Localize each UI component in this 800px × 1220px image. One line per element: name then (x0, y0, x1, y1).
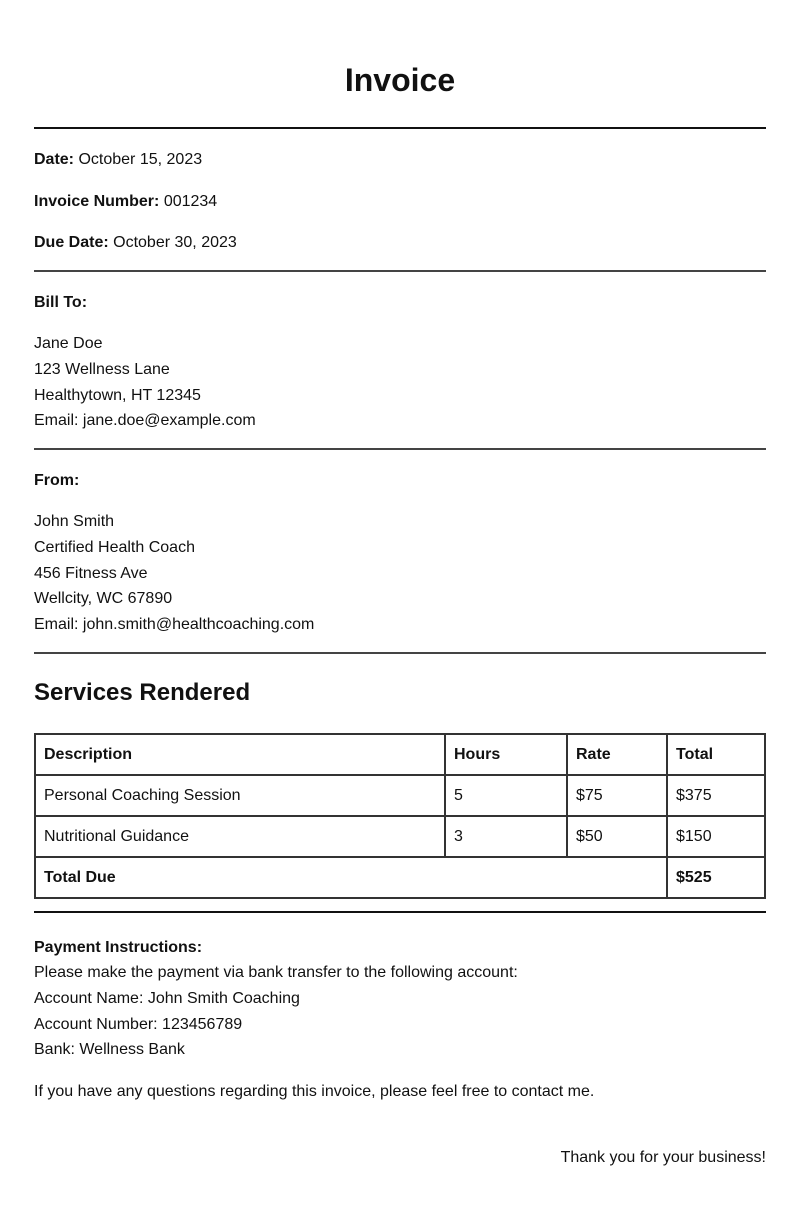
from-name: John Smith (34, 513, 115, 530)
from-heading: From: (34, 472, 80, 489)
divider (34, 448, 766, 450)
services-heading: Services Rendered (34, 679, 251, 706)
bill-to-street: 123 Wellness Lane (34, 361, 170, 378)
cell-hours: 5 (445, 775, 567, 816)
column-header-hours: Hours (445, 734, 567, 775)
divider (34, 127, 766, 129)
payment-heading: Payment Instructions: (34, 939, 203, 956)
total-due-label: Total Due (35, 857, 667, 898)
invoice-number-value: 001234 (163, 193, 218, 210)
bill-to-name: Jane Doe (34, 335, 103, 352)
from-email: Email: john.smith@healthcoaching.com (34, 616, 315, 633)
cell-rate: $75 (567, 775, 667, 816)
total-row (35, 857, 765, 898)
column-header-description: Description (35, 734, 445, 775)
due-date-label: Due Date: (34, 234, 109, 251)
thank-you-note: Thank you for your business! (560, 1149, 766, 1166)
cell-description: Nutritional Guidance (35, 816, 445, 857)
from-city: Wellcity, WC 67890 (34, 590, 173, 607)
table-row (35, 816, 765, 857)
bill-to-email: Email: jane.doe@example.com (34, 412, 256, 429)
column-header-total: Total (667, 734, 765, 775)
divider (34, 911, 766, 913)
account-name: Account Name: John Smith Coaching (34, 990, 300, 1007)
cell-hours: 3 (445, 816, 567, 857)
invoice-number (34, 192, 217, 212)
from-street: 456 Fitness Ave (34, 565, 148, 582)
invoice-number-label: Invoice Number: (34, 193, 160, 210)
bill-to-city: Healthytown, HT 12345 (34, 387, 201, 404)
cell-description: Personal Coaching Session (35, 775, 445, 816)
services-table (34, 733, 766, 899)
due-date-value: October 30, 2023 (113, 234, 237, 251)
total-due-value: $525 (667, 857, 765, 898)
cell-total: $375 (667, 775, 765, 816)
contact-note: If you have any questions regarding this invoice, please feel free to contact me. (34, 1083, 595, 1100)
table-header-row (35, 734, 765, 775)
divider (34, 270, 766, 272)
cell-rate: $50 (567, 816, 667, 857)
divider (34, 652, 766, 654)
table-row (35, 775, 765, 816)
cell-total: $150 (667, 816, 765, 857)
bank-name: Bank: Wellness Bank (34, 1041, 185, 1058)
due-date (34, 233, 237, 253)
invoice-date (34, 150, 202, 170)
column-header-rate: Rate (567, 734, 667, 775)
page-title: Invoice (344, 62, 456, 98)
date-value: October 15, 2023 (78, 151, 203, 168)
account-number: Account Number: 123456789 (34, 1016, 243, 1033)
payment-instruction: Please make the payment via bank transfer to the following account: (34, 964, 518, 981)
bill-to-heading: Bill To: (34, 294, 88, 311)
from-title: Certified Health Coach (34, 539, 195, 556)
date-label: Date: (34, 151, 75, 168)
